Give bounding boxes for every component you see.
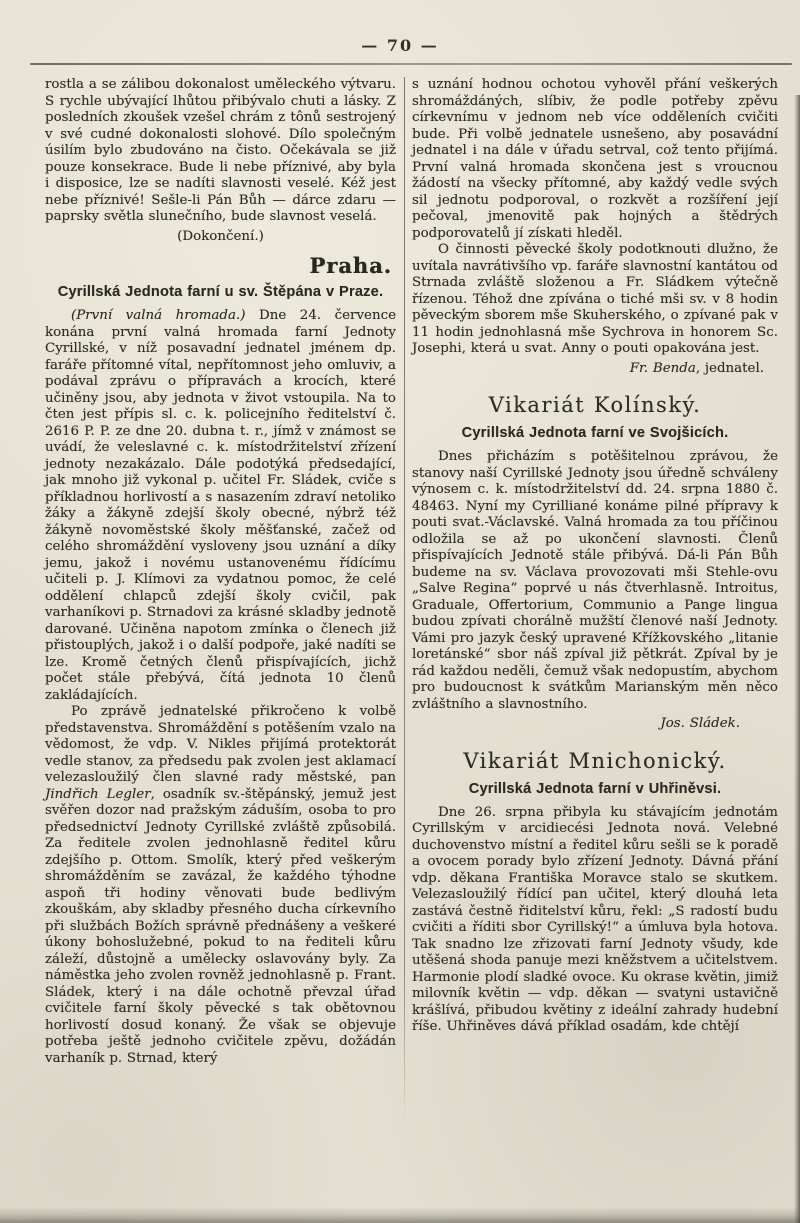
article-title-uhrineves: Cyrillská Jednota farní v Uhřiněvsi. <box>468 780 722 797</box>
left-column <box>45 77 396 1067</box>
section-heading-praha: Praha. <box>309 253 392 278</box>
paragraph: O činnosti pěvecké školy podotknouti dlužno, že uvítala navrátivšího vp. faráře slavnostní kantátou od Strnada zvláště složenou a Fr. Sládkem výtečně řízenou. Téhož dne zpívána o tiché mši sv. v 8 hodin pěveckým sborem mše Skuherského, o zpívané pak v 11 hodin jednohlasná mše Sychrova in honorem Sc. Josephi, která u svat. Anny o pouti opakována jest. <box>412 242 778 356</box>
signature-name-italic: Jos. Sládek. <box>660 716 740 731</box>
paragraph: Dnes přicházím s potěšitelnou zprávou, že stanovy naší Cyrillské Jednoty jsou úředně schváleny výnosem c. k. místodržitelství dd. 24. srpna 1880 č. 48463. Nyní my Cyrilliané konáme pilné přípravy k pouti svat.-Václavské. Valná hromada za tou příčinou odložila se až po ukončení slavnosti. Členů přispívajících Jednotě stále přibývá. Dá-li Pán Bůh budeme na sv. Václava provozovati mši Stehle-ovu „Salve Regina“ poprvé u nás čtverhlasně. Introitus, Graduale, Offertorium, Communio a Pange lingua budou zpívati chorálně mužští členové naší Jednoty. Vámi pro jazyk český upravené Křížkovského „litanie loretánské“ sbor náš zpíval již pětkrát. Zpíval by je rád každou neděli, čemuž však nedopustím, abychom pro budoucnost k svátkům Marianským měn něco zvláštního a slavnostního. <box>412 449 778 712</box>
column-divider <box>404 77 405 1127</box>
section-heading-vikariat-kolinsky: Vikariát Kolínský. <box>488 393 702 417</box>
paragraph: Dne 26. srpna přibyla ku stávajícím jednotám Cyrillským v arcidiecési Jednota nová. Velebné duchovenstvo místní a ředitel kůru sešli se k poradě a ovocem porady bylo zřízení Jednoty. Dávná přání vdp. děkana Františka Moravce stalo se skutkem. Velezasloužilý řídící pan učitel, který dlouhá leta zastává čestně řiditelství kůru, řekl: „S radostí budu cvičiti a říditi sbor Cyrillský!“ a úmluva byla hotova. Tak snadno lze zřizovati farní Jednoty všudy, kde utěšená shoda panuje mezi kněžstvem a učitelstvem. Harmonie plodí sladké ovoce. Ku okrase květin, jimiž milovník květin — vdp. děkan — svatyni ustavičně krášlívá, přibudou květiny z ideální zahrady hudební říše. Uhřiněves dává příklad osadám, kde chtějí <box>412 804 778 1034</box>
scan-right-edge <box>794 95 800 1223</box>
person-name-italic: Jindřich Legler <box>45 786 151 802</box>
right-column <box>412 77 778 1036</box>
paragraph-continuation: s uznání hodnou ochotou vyhověl přání veškerých shromáždáných, slíbiv, že podle potřeby zpěvu církevnímu v jednom neb více odděleních cvičiti bude. Při volbě jednatele usnešeno, aby posavádní jednatel i na dále v úřadu setrval, což tento přijímá. První valná hromada skončena jest s vroucnou žádostí na všecky přítomné, aby každý vedle svých sil jednotu podporoval, o rozkvět a rozšíření její pečoval, jmenovitě pak hojných a štědrých podporovatelů jí získati hleděl. <box>412 77 778 241</box>
page-number: — 70 — <box>361 36 439 55</box>
signature-role: , jednatel. <box>695 360 764 376</box>
text-columns <box>45 77 778 1127</box>
signature-sladek <box>412 716 740 733</box>
header-rule <box>30 63 792 65</box>
paragraph-text: Dne 24. července konána první valná hromada farní Jednoty Cyrillské, v níž posavadní jednatel jménem dp. faráře přítomné vítal, nepřítomnost jeho omluviv, a podával zprávu o přípravách a krocích, které učiněny jsou, aby jednota v život vstoupila. Na to čten jest přípis sl. c. k. policejního ředitelství č. 2616 P. P. ze dne 20. dubna t. r., jímž v známost se uvádí, že veleslavné c. k. místodržitelství zřízení jednoty nezakázalo. Dále podotýká předsedající, jak mnoho již vykonal p. učitel Fr. Sládek, cviče s příkladnou horlivostí a s nasazením zdraví netoliko žáky a žákyně zdejší školy obecné, nýbrž též žákyně novoměstské školy měšťanské, začež od celého shromáždění vysloveny jsou uznání a díky jemu, jakož i novému ustanovenému řídícímu učiteli p. J. Klímovi za vydatnou pomoc, že celé oddělení chlapců zdejší školy cvičil, pak varhaníkovi p. Strnadovi za krásné skladby jednotě darované. Učiněna napotom zmínka o členech již přistouplých, jakož i o další podpoře, jaké nadíti se lze. Kromě četných členů přispívajících, jichž počet stále přebývá, čítá jednota 10 členů zakládajících. <box>45 308 396 703</box>
signature-benda <box>412 361 764 378</box>
dokonceni-note: (Dokončení.) <box>177 228 264 244</box>
paragraph-text: , osadník sv.-štěpánský, jemuž jest svěřen dozor nad pražským záduším, osoba to pro předsednictví Jednoty Cyrillské zvláště způsobilá. Za ředitele zvolen jednohlasně ředitel kůru zdejšího p. Ottom. Smolík, který před veškerým shromážděním se zavázal, že každého týhodne aspoň tři hodiny věnovati bude bedlivým zkouškám, aby skladby přesného ducha církevního při službách Božích správně přednášeny a veškeré úkony bohoslužebné, pokud to na řediteli kůru záleží, důstojně a umělecky oslavovány byly. Za náměstka jeho zvolen rovněž jednohlasně p. Frant. Sládek, který i na dále ochotně převzal úřad cvičitele farní školy pěvecké s tak obětovnou horlivostí dosud konaný. Že však se objevuje potřeba ještě jednoho cvičitele zpěvu, dožádán varhaník p. Strnad, který <box>45 786 396 1066</box>
paragraph-lead-italic: (První valná hromada.) <box>71 308 246 323</box>
article-title-sv-stepan: Cyrillská Jednota farní u sv. Štěpána v Praze. <box>57 284 384 300</box>
section-heading-vikariat-mnichonicky: Vikariát Mnichonický. <box>463 748 727 773</box>
article-title-svojsice: Cyrillská Jednota farní ve Svojšicích. <box>461 425 729 441</box>
paragraph-continuation: rostla a se zálibou dokonalost uměleckého výtvaru. S rychle ubývající lhůtou přibývalo chuti a lásky. Z posledních zkoušek vzešel chrám z tônů sestrojený v své cudné dokonalosti slohové. Dílo společným úsilím bylo zbudováno na čisto. Očekávala se již pouze konsekrace. Bude li nebe příznivé, aby byla i disposice, lze se nadíti slavnosti veselé. Kéž jest nebe příznivé! Sešle-li Pán Bůh — dárce zdaru — paprsky světla slunečního, bude slavnost veselá. <box>45 77 396 224</box>
paragraph-text: Po zprávě jednatelské přikročeno k volbě představenstva. Shromáždění s potěšením vzalo na vědomost, že vdp. V. Nikles přijímá protektorát vedle stanov, za předsedu pak zvolen jest aklamací velezasloužilý člen slavné rady městské, pan <box>45 704 396 785</box>
paragraph <box>45 704 396 1067</box>
signature-name-italic: Fr. Benda <box>629 360 696 376</box>
scan-bottom-edge <box>0 1207 800 1223</box>
page-header <box>0 36 800 55</box>
paragraph <box>45 308 396 704</box>
